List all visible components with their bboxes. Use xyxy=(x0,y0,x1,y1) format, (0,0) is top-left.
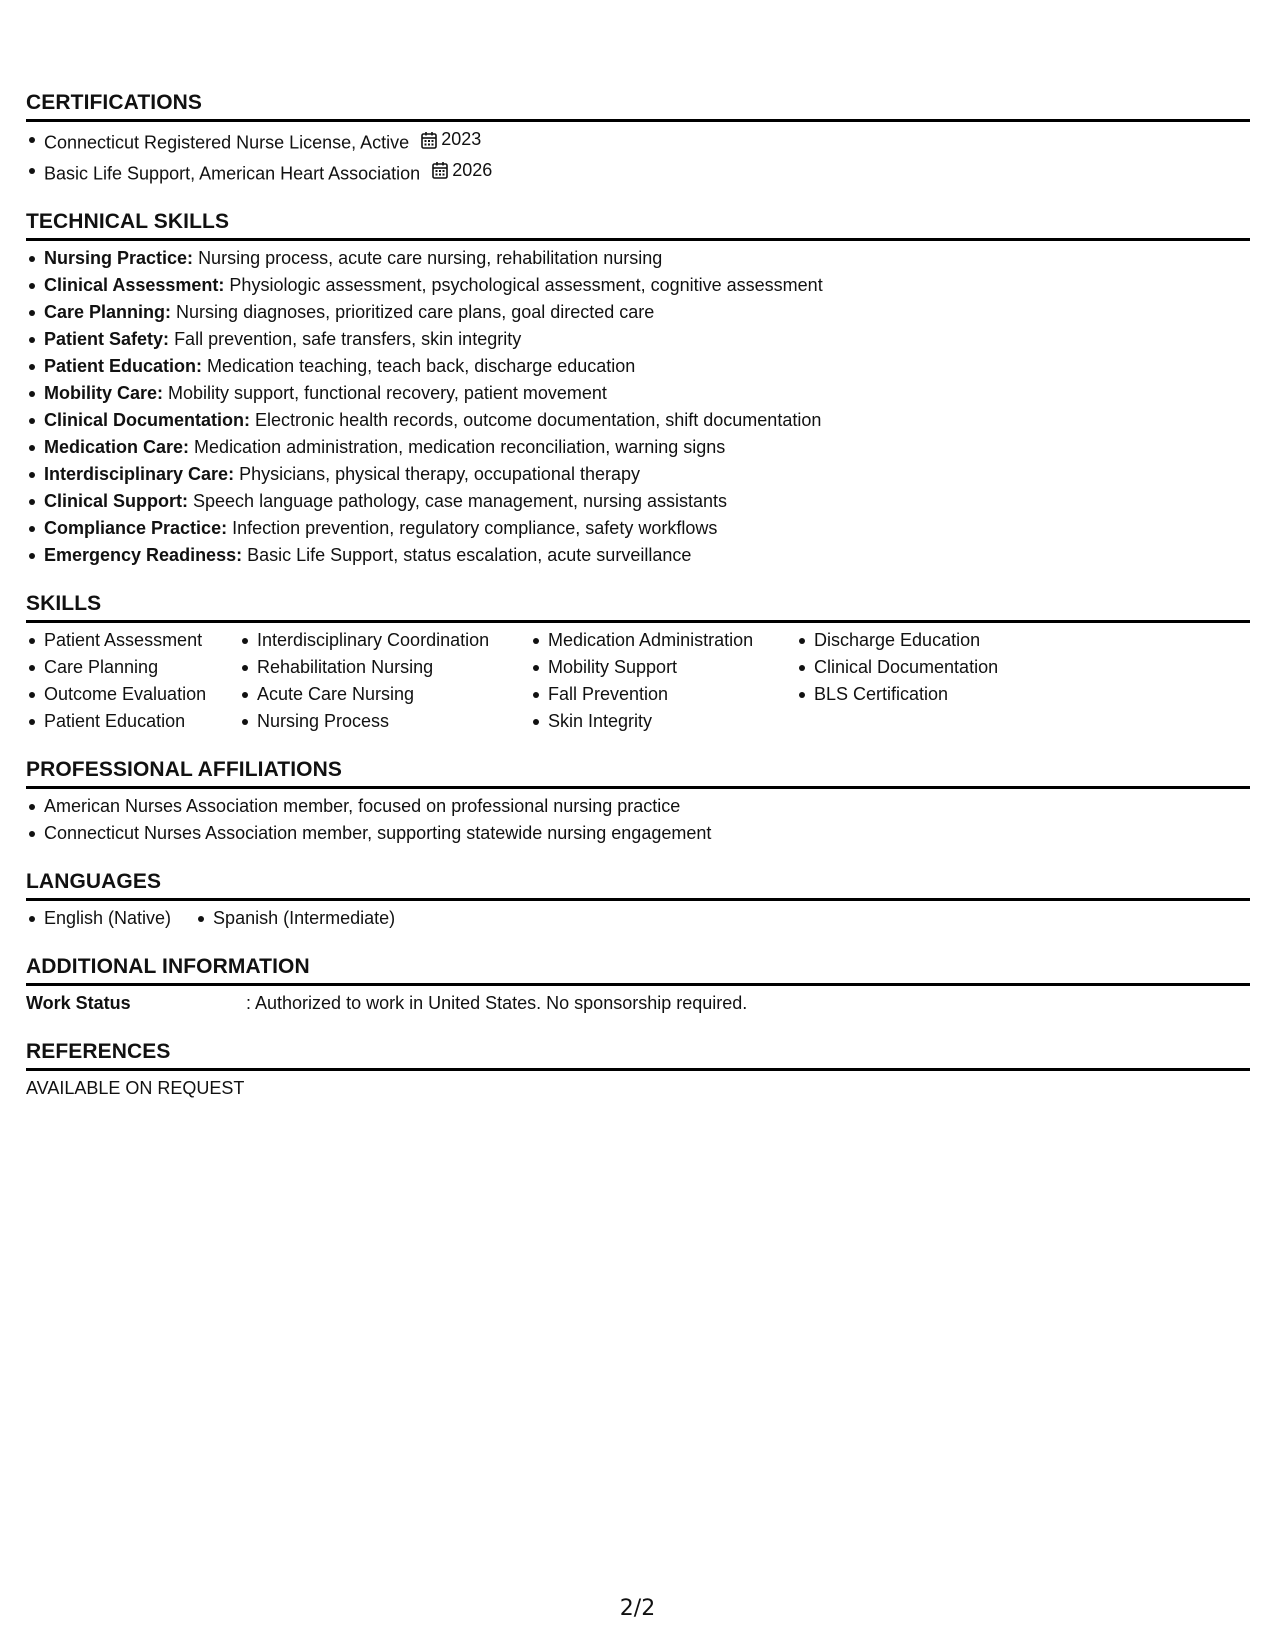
technical-skill-text: Nursing process, acute care nursing, rehabilitation nursing xyxy=(198,248,663,268)
technical-skill-text: Medication administration, medication reconciliation, warning signs xyxy=(194,437,726,457)
certification-name: Basic Life Support, American Heart Association xyxy=(44,163,421,183)
references-section xyxy=(26,1037,1250,1102)
section-title-technical-skills: TECHNICAL SKILLS xyxy=(26,207,1250,241)
skill-item: Interdisciplinary Coordination xyxy=(239,627,530,654)
technical-skill-text: Medication teaching, teach back, discharge education xyxy=(207,356,636,376)
technical-skill-label: Clinical Support: xyxy=(44,491,188,511)
technical-skill-item xyxy=(26,542,1250,569)
certification-name: Connecticut Registered Nurse License, Active xyxy=(44,132,410,153)
technical-skill-label: Medication Care: xyxy=(44,437,190,457)
technical-skill-text: Physicians, physical therapy, occupational therapy xyxy=(239,464,640,484)
technical-skill-item xyxy=(26,461,1250,488)
certification-year: 2023 xyxy=(441,129,482,149)
technical-skill-text: Infection prevention, regulatory compliance, safety workflows xyxy=(232,518,718,538)
skill-item: Discharge Education xyxy=(796,627,1036,654)
technical-skill-text: Nursing diagnoses, prioritized care plans, goal directed care xyxy=(176,302,655,322)
skill-item: Skin Integrity xyxy=(530,708,796,735)
languages-section xyxy=(26,867,1250,932)
certification-item xyxy=(26,157,1250,188)
skill-item: Clinical Documentation xyxy=(796,654,1036,681)
skill-item: BLS Certification xyxy=(796,681,1036,708)
page-number: 2/2 xyxy=(619,1596,656,1621)
technical-skill-label: Clinical Documentation: xyxy=(44,410,251,430)
certifications-list xyxy=(26,126,1250,187)
additional-information-section xyxy=(26,952,1250,1017)
skill-item: Nursing Process xyxy=(239,708,530,735)
section-title-languages: LANGUAGES xyxy=(26,867,1250,901)
skill-item: Acute Care Nursing xyxy=(239,681,530,708)
certification-item xyxy=(26,126,1250,157)
calendar-icon xyxy=(421,131,437,149)
skills-column xyxy=(239,627,530,735)
technical-skill-label: Clinical Assessment: xyxy=(44,275,225,295)
technical-skill-label: Emergency Readiness: xyxy=(44,545,243,565)
technical-skill-item xyxy=(26,353,1250,380)
skills-column xyxy=(796,627,1036,735)
technical-skill-item xyxy=(26,407,1250,434)
certification-date xyxy=(421,126,481,153)
technical-skill-item xyxy=(26,299,1250,326)
certification-date xyxy=(432,157,492,184)
language-item: Spanish (Intermediate) xyxy=(195,905,395,932)
affiliation-item: Connecticut Nurses Association member, supporting statewide nursing engagement xyxy=(26,820,1250,847)
section-title-references: REFERENCES xyxy=(26,1037,1250,1071)
technical-skill-item xyxy=(26,272,1250,299)
technical-skill-label: Patient Education: xyxy=(44,356,203,376)
skills-section xyxy=(26,589,1250,735)
affiliations-list xyxy=(26,793,1250,847)
skill-item: Patient Education xyxy=(26,708,239,735)
resume-page xyxy=(26,88,1250,1122)
technical-skill-text: Electronic health records, outcome documentation, shift documentation xyxy=(255,410,822,430)
info-row xyxy=(26,990,1250,1017)
technical-skill-item xyxy=(26,326,1250,353)
skills-column xyxy=(26,627,239,735)
skill-item: Patient Assessment xyxy=(26,627,239,654)
skill-item: Mobility Support xyxy=(530,654,796,681)
technical-skill-text: Mobility support, functional recovery, patient movement xyxy=(168,383,607,403)
technical-skill-text: Physiologic assessment, psychological assessment, cognitive assessment xyxy=(229,275,823,295)
technical-skill-label: Mobility Care: xyxy=(44,383,164,403)
technical-skill-item xyxy=(26,488,1250,515)
skill-item: Fall Prevention xyxy=(530,681,796,708)
technical-skill-text: Speech language pathology, case management, nursing assistants xyxy=(193,491,728,511)
technical-skills-list xyxy=(26,245,1250,569)
skill-item: Rehabilitation Nursing xyxy=(239,654,530,681)
technical-skill-item xyxy=(26,245,1250,272)
languages-list xyxy=(26,905,419,932)
skill-item: Care Planning xyxy=(26,654,239,681)
calendar-icon xyxy=(432,161,448,179)
section-title-additional-information: ADDITIONAL INFORMATION xyxy=(26,952,1250,986)
affiliation-item: American Nurses Association member, focused on professional nursing practice xyxy=(26,793,1250,820)
skills-grid xyxy=(26,627,1250,735)
technical-skill-text: Basic Life Support, status escalation, acute surveillance xyxy=(247,545,692,565)
info-value: : Authorized to work in United States. No sponsorship required. xyxy=(246,993,748,1013)
technical-skill-item xyxy=(26,380,1250,407)
affiliations-section xyxy=(26,755,1250,847)
additional-information-rows xyxy=(26,990,1250,1017)
technical-skill-item xyxy=(26,515,1250,542)
certification-year: 2026 xyxy=(452,159,493,180)
section-title-certifications: CERTIFICATIONS xyxy=(26,88,1250,122)
technical-skill-item xyxy=(26,434,1250,461)
technical-skill-label: Interdisciplinary Care: xyxy=(44,464,235,484)
skill-item: Outcome Evaluation xyxy=(26,681,239,708)
technical-skill-label: Care Planning: xyxy=(44,302,172,322)
language-item: English (Native) xyxy=(26,905,171,932)
references-text: AVAILABLE ON REQUEST xyxy=(26,1078,245,1098)
technical-skill-label: Nursing Practice: xyxy=(44,248,194,268)
skill-item: Medication Administration xyxy=(530,627,796,654)
info-label: Work Status xyxy=(26,993,131,1013)
section-title-skills: SKILLS xyxy=(26,589,1250,623)
technical-skill-label: Patient Safety: xyxy=(44,329,170,349)
skills-column xyxy=(530,627,796,735)
technical-skills-section xyxy=(26,207,1250,569)
section-title-affiliations: PROFESSIONAL AFFILIATIONS xyxy=(26,755,1250,789)
technical-skill-text: Fall prevention, safe transfers, skin integrity xyxy=(174,329,522,349)
certifications-section xyxy=(26,88,1250,187)
technical-skill-label: Compliance Practice: xyxy=(44,518,228,538)
